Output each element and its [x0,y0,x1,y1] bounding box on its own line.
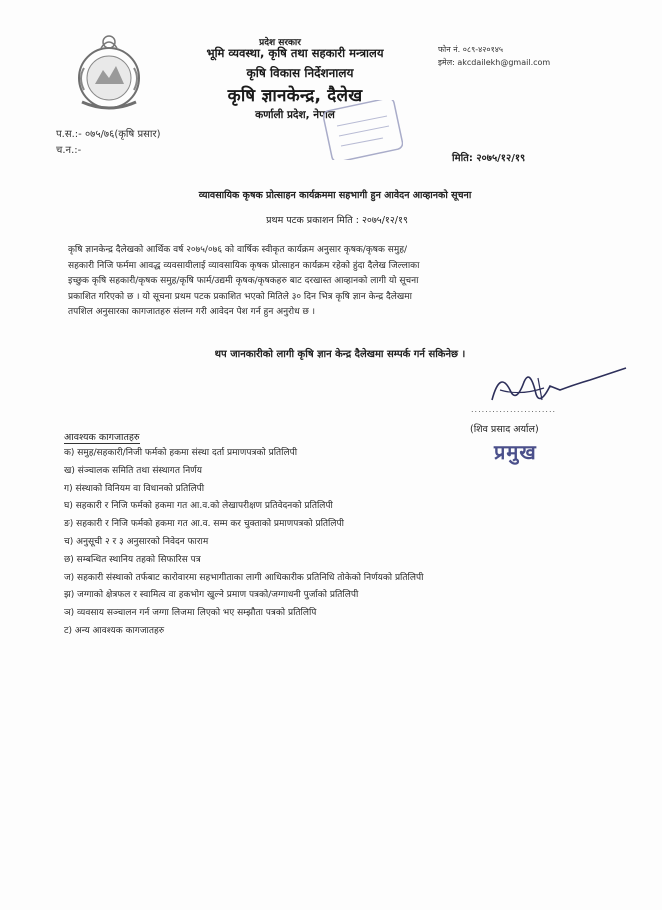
signature-line: ........................ [471,405,557,414]
list-item: ङ) सहकारी र निजि फर्मको हकमा गत आ.व. सम्म कर चुक्ताको प्रमाणपत्रको प्रतिलिपी [64,519,344,530]
header-ministry: भूमि व्यवस्था, कृषि तथा सहकारी मन्त्रालय [206,46,384,60]
header-directorate: कृषि विकास निर्देशनालय [246,66,354,80]
letter-date: मिति: २०७५/१२/१९ [452,153,526,164]
header-province: कर्णाली प्रदेश, नेपाल [255,109,335,121]
body-line: कृषि ज्ञानकेन्द्र दैलेखको आर्थिक वर्ष २०७५/०७६ को वार्षिक स्वीकृत कार्यक्रम अनुसार कृषक/कृषक समुह/ [68,245,408,255]
office-stamp-icon [323,100,403,160]
body-line: सहकारी निजि फर्ममा आवद्ध व्यवसायीलाई व्यावसायिक कृषक प्रोत्साहन कार्यक्रम रहेको हुंदा दैलेख जिल्लाका [68,260,420,271]
list-item: ट) अन्य आवश्यक कागजातहरु [64,625,165,636]
list-item: च) अनुसूची २ र ३ अनुसारको निवेदन फाराम [64,536,209,547]
list-item: क) समुह/सहकारी/निजी फर्मको हकमा संस्था दर्ता प्रमाणपत्रको प्रतिलिपी [64,448,298,458]
list-item: घ) सहकारी र निजि फर्मको हकमा गत आ.व.को लेखापरीक्षण प्रतिवेदनको प्रतिलिपी [64,501,333,512]
list-item: झ) जग्गाको क्षेत्रफल र स्वामित्व वा हकभोग खुल्ने प्रमाण पत्रको/जग्गाधनी पुर्जाको प्रतिलिपी [64,590,359,601]
body-line: तपशिल अनुसारका कागजातहरु संलग्न गरी आवेदन पेश गर्न हुन अनुरोध छ । [68,307,316,317]
contact-email: इमेल: akcdailekh@gmail.com [438,58,551,67]
first-publication-date: प्रथम पटक प्रकाशन मिति : २०७५/१२/१९ [266,215,408,226]
signer-title: प्रमुख [494,440,537,464]
list-item: ञ) व्यवसाय सञ्चालन गर्न जग्गा लिजमा लिएको भए सम्झौता पत्रको प्रतिलिपि [64,608,317,619]
contact-phone: फोन नं. ०८९-४२०१४५ [438,45,504,54]
list-item: ग) संस्थाको विनियम वा विधानको प्रतिलिपी [64,483,205,494]
list-item: ज) सहकारी संस्थाको तर्फबाट कारोवारमा सहभागीताका लागी आधिकारीक प्रतिनिधि तोकेको निर्णयको प्रतिलिपी [64,572,424,583]
notice-subject: व्यावसायिक कृषक प्रोत्साहन कार्यक्रममा सहभागी हुन आवेदन आव्हानको सूचना [198,190,472,201]
signer-name: (शिव प्रसाद अर्याल) [470,424,539,435]
body-line: प्रकाशित गरिएको छ । यो सूचना प्रथम पटक प्रकाशित भएको मितिले ३० दिन भित्र कृषि ज्ञान केन्द्र दैलेखमा [68,291,412,302]
body-line: इच्छुक कृषि सहकारी/कृषक समुह/कृषि फार्म/उद्यमी कृषक/कृषकहरु बाट दरखास्त आव्हानको लागी यो सूचना [68,276,419,286]
notice-body [68,243,608,321]
letter-number: प.स.:- ०७५/७६(कृषि प्रसार) [56,129,161,140]
documents-list [64,445,624,641]
header-office-name: कृषि ज्ञानकेन्द्र, दैलेख [227,86,363,106]
contact-note: थप जानकारीको लागी कृषि ज्ञान केन्द्र दैलेखमा सम्पर्क गर्न सकिनेछ । [214,349,466,360]
nepal-emblem-icon [68,28,150,116]
list-item: छ) सम्बन्धित स्थानिय तहको सिफारिस पत्र [64,554,201,565]
dispatch-number: च.न.:- [56,145,82,156]
list-item: ख) संञ्चालक समिति तथा संस्थागत निर्णय [64,465,202,476]
header-government: प्रदेश सरकार [259,38,301,48]
documents-heading: आवश्यक कागजातहरु [64,432,140,443]
